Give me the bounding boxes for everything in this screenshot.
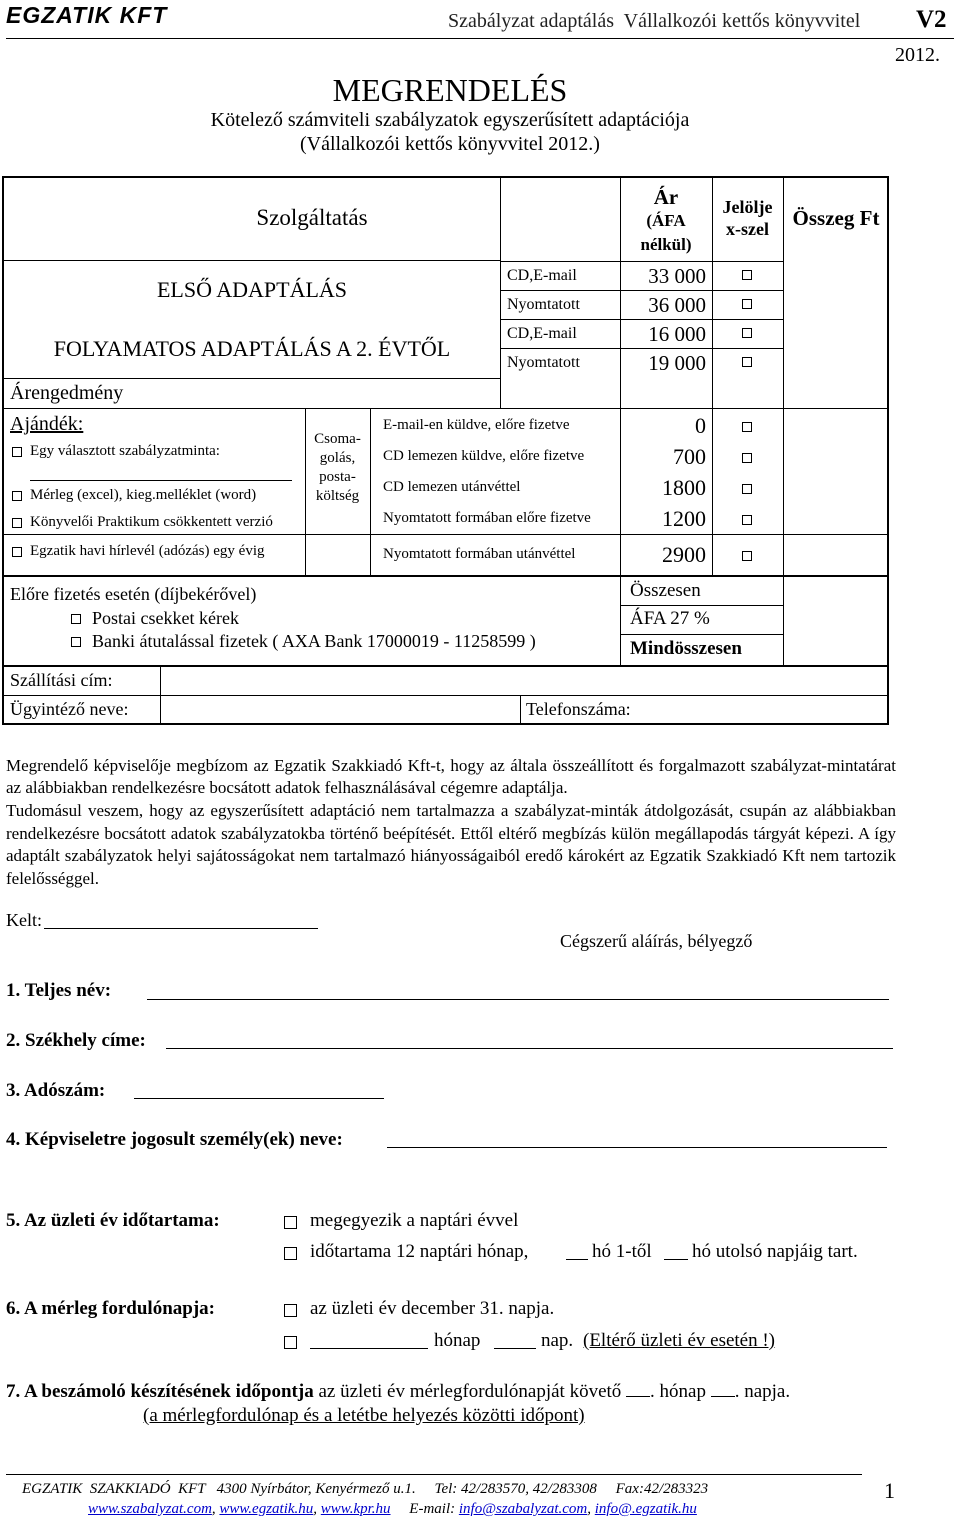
gift-item-1: Egy választott szabályzatminta: xyxy=(30,443,220,459)
authorization-paragraph: Megrendelő képviselője megbízom az Egzatik Szakkiadó Kft-t, hogy az általa összeállított és forgalmazott szabályzat-mintatárat az alábbiakban rendelkezésre bocsátott adatok felhasználásával cégemre adaptálja. xyxy=(6,756,896,797)
footer-email-2[interactable]: info@.egzatik.hu xyxy=(594,1501,697,1517)
agent-name-label: Ügyintéző neve: xyxy=(10,699,129,719)
vat-label: ÁFA 27 % xyxy=(630,608,710,629)
packaging-label xyxy=(305,430,370,506)
shipping-price-2: 700 xyxy=(673,444,706,469)
business-year-checkbox-2[interactable] xyxy=(284,1247,297,1260)
order-checkbox-2[interactable] xyxy=(742,299,752,309)
packaging-label-3: posta- xyxy=(319,469,356,485)
price-value-1: 33 000 xyxy=(648,264,706,288)
shipping-checkbox-3[interactable] xyxy=(742,484,752,494)
address-line[interactable] xyxy=(166,1048,893,1049)
gift-item-3: Könyvelői Praktikum csökkentett verzió xyxy=(30,514,273,530)
shipping-checkbox-2[interactable] xyxy=(742,453,752,463)
report-date-day[interactable] xyxy=(711,1396,735,1397)
balance-date-label: 6. A mérleg fordulónapja: xyxy=(6,1298,215,1319)
report-date-month[interactable] xyxy=(626,1396,650,1397)
report-date-line xyxy=(6,1381,790,1403)
col-price-header-2: (ÁFA xyxy=(646,211,686,230)
report-date-label: 7. A beszámoló készítésének időpontja xyxy=(6,1381,314,1402)
prepay-option-1: Postai csekket kérek xyxy=(92,608,239,628)
col-price-header xyxy=(620,185,712,257)
col-price-header-3: nélkül) xyxy=(640,235,692,254)
packaging-label-4: költség xyxy=(315,488,360,504)
place-date-label: Kelt: xyxy=(6,910,42,930)
page-subtitle-2: (Vállalkozói kettős könyvvitel 2012.) xyxy=(300,133,600,155)
col-price-header-1: Ár xyxy=(653,185,679,209)
first-adapt-label: ELSŐ ADAPTÁLÁS xyxy=(156,277,348,302)
prepay-title: Előre fizetés esetén (díjbekérővel) xyxy=(10,584,257,604)
prepay-option-2: Banki átutalással fizetek ( AXA Bank 17000019 - 11258599 ) xyxy=(92,631,536,651)
col-mark-header-2: x-szel xyxy=(726,219,769,239)
business-year-option-2a: időtartama 12 naptári hónap, xyxy=(310,1241,529,1262)
footer-link-kpr[interactable]: www.kpr.hu xyxy=(320,1501,391,1517)
balance-date-checkbox-1[interactable] xyxy=(284,1304,297,1317)
business-year-end-month[interactable] xyxy=(664,1259,688,1260)
page-number: 1 xyxy=(884,1478,895,1503)
footer-company: EGZATIK SZAKKIADÓ KFT 4300 Nyírbátor, Kenyérmező u.1. Tel: 42/283570, 42/283308 Fax:42/283323 xyxy=(22,1481,709,1497)
footer-link-szabalyzat[interactable]: www.szabalyzat.com xyxy=(88,1501,212,1517)
tax-number-line[interactable] xyxy=(134,1098,384,1099)
grand-total-label: Mindösszesen xyxy=(630,638,742,659)
logo-text: EGZATIK KFT xyxy=(6,2,168,28)
phone-label: Telefonszáma: xyxy=(526,699,631,719)
page-subtitle-1: Kötelező számviteli szabályzatok egyszerűsített adaptációja xyxy=(210,109,690,131)
tax-number-label: 3. Adószám: xyxy=(6,1080,106,1101)
balance-date-option-1: az üzleti év december 31. napja. xyxy=(310,1298,555,1319)
price-value-3: 16 000 xyxy=(648,322,706,346)
representative-label: 4. Képviseletre jogosult személy(ek) neve: xyxy=(6,1129,343,1150)
price-label-2: Nyomtatott xyxy=(507,296,580,313)
shipping-label-5: Nyomtatott formában utánvéttel xyxy=(383,546,576,562)
footer-rule xyxy=(6,1474,862,1475)
shipping-label-4: Nyomtatott formában előre fizetve xyxy=(383,510,591,526)
business-year-option-2b: hó 1-től xyxy=(592,1241,652,1262)
full-name-line[interactable] xyxy=(147,999,889,1000)
col-service-header: Szolgáltatás xyxy=(256,205,368,230)
gift-item-4: Egzatik havi hírlevél (adózás) egy évig xyxy=(30,543,265,559)
price-label-4: Nyomtatott xyxy=(507,354,580,371)
header-rule xyxy=(6,38,954,39)
price-label-1: CD,E-mail xyxy=(507,267,577,284)
balance-date-month[interactable] xyxy=(310,1348,428,1349)
shipping-address-field[interactable] xyxy=(162,667,888,695)
address-label: 2. Székhely címe: xyxy=(6,1030,146,1051)
gift-item-2: Mérleg (excel), kieg.melléklet (word) xyxy=(30,487,257,503)
full-name-label: 1. Teljes név: xyxy=(6,980,112,1001)
price-label-3: CD,E-mail xyxy=(507,325,577,342)
shipping-address-label: Szállítási cím: xyxy=(10,670,113,690)
place-date-line[interactable] xyxy=(44,928,318,929)
shipping-label-3: CD lemezen utánvéttel xyxy=(383,479,521,495)
gift-checkbox-4[interactable] xyxy=(12,547,22,557)
shipping-checkbox-1[interactable] xyxy=(742,422,752,432)
report-date-text-a: az üzleti év mérlegfordulónapját követő xyxy=(318,1381,622,1402)
shipping-price-3: 1800 xyxy=(662,475,706,500)
gift-checkbox-3[interactable] xyxy=(12,518,22,528)
header-version: V2 xyxy=(916,6,947,33)
prepay-checkbox-1[interactable] xyxy=(71,614,81,624)
col-mark-header xyxy=(712,196,783,240)
footer-links: www.szabalyzat.com, www.egzatik.hu, www.kpr.hu E-mail: info@szabalyzat.com, info@.egzatik.hu xyxy=(88,1501,697,1517)
balance-date-note: (Eltérő üzleti év esetén !) xyxy=(583,1330,776,1351)
order-checkbox-4[interactable] xyxy=(742,357,752,367)
page-title: MEGRENDELÉS xyxy=(332,72,568,108)
col-mark-header-1: Jelölje xyxy=(722,197,773,217)
col-sum-header: Összeg Ft xyxy=(792,206,880,230)
gift-title: Ajándék: xyxy=(10,413,84,435)
price-value-2: 36 000 xyxy=(648,293,706,317)
gift-choice-line xyxy=(30,480,292,481)
prepay-checkbox-2[interactable] xyxy=(71,637,81,647)
phone-field[interactable] xyxy=(650,696,888,724)
shipping-checkbox-5[interactable] xyxy=(742,551,752,561)
footer-email-1[interactable]: info@szabalyzat.com xyxy=(458,1501,588,1517)
shipping-checkbox-4[interactable] xyxy=(742,515,752,525)
gift-checkbox-1[interactable] xyxy=(12,447,22,457)
signature-label: Cégszerű aláírás, bélyegző xyxy=(560,931,753,951)
footer-email-label: E-mail: xyxy=(409,1501,456,1517)
ongoing-adapt-label: FOLYAMATOS ADAPTÁLÁS A 2. ÉVTŐL xyxy=(53,336,451,361)
logo xyxy=(6,2,191,30)
representative-line[interactable] xyxy=(387,1147,887,1148)
shipping-price-5: 2900 xyxy=(662,542,706,567)
report-date-text-b: . hónap xyxy=(650,1381,706,1402)
discount-label: Árengedmény xyxy=(10,382,124,404)
shipping-price-4: 1200 xyxy=(662,506,706,531)
header-doc-title: Szabályzat adaptálás Vállalkozói kettős könyvvitel xyxy=(448,10,861,32)
agent-name-field[interactable] xyxy=(162,696,519,724)
balance-date-option-2a: hónap xyxy=(434,1330,481,1351)
packaging-label-1: Csoma- xyxy=(314,431,361,447)
shipping-price-1: 0 xyxy=(695,413,706,438)
balance-date-option-2b: nap. xyxy=(541,1330,574,1351)
price-value-4: 19 000 xyxy=(648,351,706,375)
business-year-option-2c: hó utolsó napjáig tart. xyxy=(692,1241,858,1262)
business-year-checkbox-1[interactable] xyxy=(284,1216,297,1229)
order-checkbox-1[interactable] xyxy=(742,270,752,280)
balance-date-day[interactable] xyxy=(494,1348,536,1349)
report-date-note: (a mérlegfordulónap és a letétbe helyezés közötti időpont) xyxy=(143,1405,585,1426)
balance-date-checkbox-2[interactable] xyxy=(284,1336,297,1349)
gift-checkbox-2[interactable] xyxy=(12,491,22,501)
disclaimer-paragraph: Tudomásul veszem, hogy az egyszerűsített adaptáció nem tartalmazza a szabályzat-minták átdolgozását, csupán az alábbiakban rendelkezésre bocsátott adatok szabályzatokba történő beépítését. Ettől eltérő megbízás külön megállapodás tárgyát képezi. A így adaptált szabályzatok helyi sajátosságokat nem tartalmazó hiányosságaiból eredő károkért az Egzatik Szakkiadó Kft nem tartozik felelősséggel. xyxy=(6,801,896,888)
total-label: Összesen xyxy=(630,580,701,601)
packaging-label-2: golás, xyxy=(319,450,356,466)
shipping-label-1: E-mail-en küldve, előre fizetve xyxy=(383,417,570,433)
business-year-start-month[interactable] xyxy=(566,1259,588,1260)
business-year-option-1: megegyezik a naptári évvel xyxy=(310,1210,519,1231)
order-checkbox-3[interactable] xyxy=(742,328,752,338)
shipping-label-2: CD lemezen küldve, előre fizetve xyxy=(383,448,585,464)
business-year-label: 5. Az üzleti év időtartama: xyxy=(6,1210,220,1231)
report-date-text-c: . napja. xyxy=(734,1381,791,1402)
header-year: 2012. xyxy=(895,44,940,66)
footer-link-egzatik[interactable]: www.egzatik.hu xyxy=(219,1501,314,1517)
